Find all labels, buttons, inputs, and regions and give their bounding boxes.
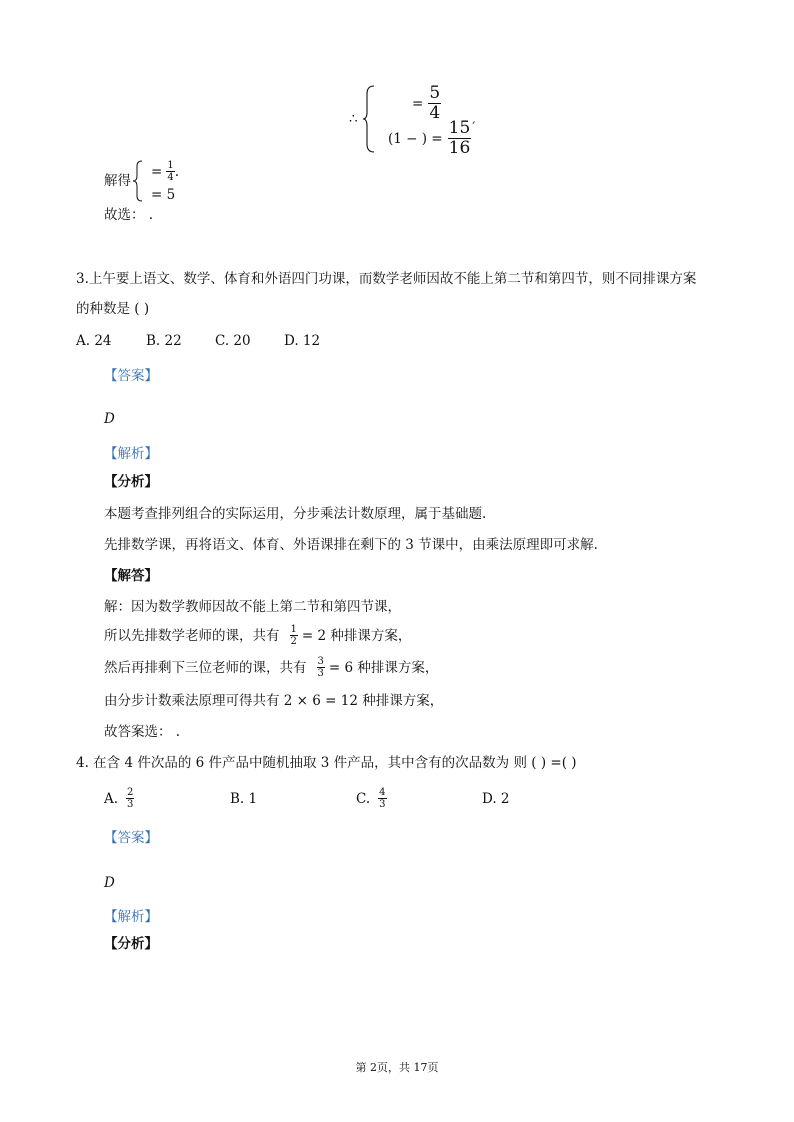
q3-jieda-3-post: = 6 种排课方案， xyxy=(328,659,439,676)
q3-stem-line2: 的种数是 ( ) xyxy=(76,301,150,317)
res1-period: . xyxy=(174,163,179,180)
q3-fenxi-1: 本题考查排列组合的实际运用，分步乘法计数原理，属于基础题. xyxy=(104,506,487,522)
eq2-fraction xyxy=(448,119,472,158)
result-1 xyxy=(151,160,179,183)
eq2-numerator: 15 xyxy=(448,118,471,138)
res1-equals: = xyxy=(151,163,163,180)
eq1-fraction xyxy=(428,84,441,123)
q3-fenxi-tag: 【分析】 xyxy=(104,474,158,490)
q4-option-a-num: 2 xyxy=(127,787,134,798)
q4-analysis-tag: 【解析】 xyxy=(104,909,158,925)
q3-stem-line1: 3.上午要上语文、数学、体育和外语四门功课，而数学老师因故不能上第二节和第四节，则不同排课方案 xyxy=(76,271,697,287)
q3-answer: D xyxy=(104,411,115,427)
equation-1 xyxy=(412,84,441,123)
q4-option-c-num: 4 xyxy=(379,787,386,798)
equation-2 xyxy=(388,119,475,158)
q4-stem: 4. 在含 4 件次品的 6 件产品中随机抽取 3 件产品，其中含有的次品数为 则 ( ) =( ) xyxy=(76,755,577,771)
res1-denominator: 4 xyxy=(167,172,174,183)
q3-answer-tag: 【答案】 xyxy=(104,368,158,384)
q4-option-a-label: A. xyxy=(104,790,119,807)
res1-fraction xyxy=(166,160,174,183)
choose-line: 故选： . xyxy=(104,207,154,223)
q4-option-c xyxy=(356,787,387,810)
eq1-equals: = xyxy=(412,95,424,112)
q4-option-a-den: 3 xyxy=(127,799,134,810)
eq2-mark: ′ xyxy=(472,120,476,136)
eq2-lhs: (1 − ) = xyxy=(388,130,443,147)
solve-label: 解得 xyxy=(104,173,131,189)
q4-option-a xyxy=(104,787,134,810)
q3-jieda-2 xyxy=(104,624,411,647)
q4-answer: D xyxy=(104,875,115,891)
q3-jieda-3-den: 3 xyxy=(317,668,324,679)
result-brace xyxy=(132,160,144,202)
q3-jieda-3-pre: 然后再排剩下三位老师的课，共有 xyxy=(104,659,307,676)
res1-numerator: 1 xyxy=(167,160,174,171)
eq1-numerator: 5 xyxy=(429,83,441,103)
q3-fenxi-2: 先排数学课，再将语文、体育、外语课排在剩下的 3 节课中，由乘法原理即可求解. xyxy=(104,537,598,553)
q3-jieda-tag: 【解答】 xyxy=(104,568,158,584)
q3-jieda-1: 解：因为数学教师因故不能上第二节和第四节课， xyxy=(104,599,401,615)
q3-analysis-tag: 【解析】 xyxy=(104,446,158,462)
page-footer: 第 2页，共 17页 xyxy=(355,1061,439,1074)
q4-option-c-label: C. xyxy=(356,790,371,807)
q3-jieda-3-num: 3 xyxy=(317,656,324,667)
q3-jieda-2-pre: 所以先排数学老师的课，共有 xyxy=(104,627,280,644)
q3-option-a: A. 24 xyxy=(76,333,112,349)
q4-option-a-fraction xyxy=(126,787,134,810)
q3-jieda-3-fraction xyxy=(317,656,325,679)
q3-jieda-2-post: = 2 种排课方案， xyxy=(301,627,412,644)
result-2: = 5 xyxy=(151,187,176,203)
q3-jieda-2-num: 1 xyxy=(290,624,297,635)
q3-jieda-2-den: 2 xyxy=(290,636,297,647)
q4-option-d: D. 2 xyxy=(482,791,510,807)
q3-jieda-3 xyxy=(104,656,438,679)
q3-option-d: D. 12 xyxy=(284,333,321,349)
q3-option-c: C. 20 xyxy=(215,333,251,349)
q4-option-c-den: 3 xyxy=(379,799,386,810)
q3-option-b: B. 22 xyxy=(146,333,182,349)
system-brace-1 xyxy=(362,84,376,154)
q4-fenxi-tag: 【分析】 xyxy=(104,936,158,952)
q3-jieda-4: 由分步计数乘法原理可得共有 2 × 6 = 12 种排课方案， xyxy=(104,693,444,709)
eq1-denominator: 4 xyxy=(429,103,441,123)
q4-option-c-fraction xyxy=(378,787,386,810)
eq2-denominator: 16 xyxy=(448,138,471,158)
q4-option-b: B. 1 xyxy=(230,791,258,807)
q4-answer-tag: 【答案】 xyxy=(104,830,158,846)
q3-jieda-5: 故答案选： . xyxy=(104,724,181,740)
therefore-symbol: ∴ xyxy=(349,111,358,127)
q3-jieda-2-fraction xyxy=(290,624,298,647)
